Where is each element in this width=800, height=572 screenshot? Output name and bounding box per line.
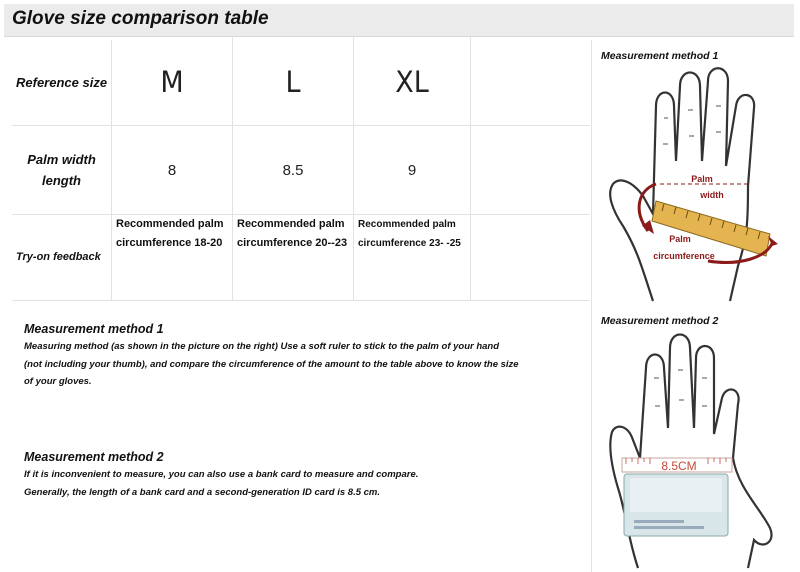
size-cell: XL — [354, 36, 471, 130]
method2-line: Generally, the length of a bank card and a second-generation ID card is 8.5 cm. — [24, 486, 380, 498]
row-header: Reference size — [12, 40, 112, 125]
method1-line: of your gloves. — [24, 376, 92, 387]
table-row — [12, 40, 590, 126]
method1-line: (not including your thumb), and compare the circumference of the amount to the table above to know the size — [24, 358, 519, 370]
width-cell: 8.5 — [233, 126, 354, 214]
feedback-line: Recommended palm — [116, 218, 224, 230]
figure2-label: Measurement method 2 — [601, 315, 719, 327]
empty-cell — [471, 126, 590, 214]
method1-heading: Measurement method 1 — [24, 322, 164, 336]
figure1-palm-text: Palm — [691, 174, 713, 184]
row-header-line: length — [42, 173, 81, 188]
empty-cell — [471, 40, 590, 125]
feedback-cell — [112, 215, 233, 300]
feedback-line: circumference 20--23 — [237, 237, 348, 249]
feedback-line: circumference 18-20 — [116, 237, 223, 249]
feedback-line: Recommended palm — [358, 219, 456, 230]
figure1-label: Measurement method 1 — [601, 50, 719, 62]
row-header — [12, 126, 112, 214]
divider — [591, 40, 592, 572]
feedback-cell — [354, 215, 471, 300]
figure1-palm2-text: Palm — [669, 234, 691, 244]
hand-diagram-1 — [598, 66, 794, 306]
feedback-line: Recommended palm — [237, 218, 345, 230]
size-cell: M — [112, 36, 233, 130]
method2-line: If it is inconvenient to measure, you can also use a bank card to measure and compare. — [24, 469, 419, 480]
size-cell: L — [233, 36, 354, 130]
table-row — [12, 215, 590, 301]
width-cell: 9 — [354, 126, 471, 214]
empty-cell — [471, 215, 590, 300]
table-row — [12, 126, 590, 215]
method2-heading: Measurement method 2 — [24, 450, 164, 464]
method1-text — [24, 322, 584, 391]
page-title: Glove size comparison table — [12, 8, 269, 29]
row-header-line: Palm width — [27, 152, 96, 167]
hand-diagram-2 — [598, 328, 794, 572]
method2-text — [24, 450, 584, 501]
figure1-circumference-text: circumference — [653, 251, 715, 261]
row-header: Try-on feedback — [12, 215, 112, 300]
feedback-line: circumference 23- -25 — [358, 238, 461, 249]
method1-line: Measuring method (as shown in the picture on the right) Use a soft ruler to stick to the palm of your hand — [24, 341, 500, 352]
title-bar — [4, 4, 794, 37]
figure2-ruler-text: 8.5CM — [661, 459, 697, 473]
feedback-cell — [233, 215, 354, 300]
figure1-width-text: width — [700, 190, 724, 200]
width-cell: 8 — [112, 126, 233, 214]
